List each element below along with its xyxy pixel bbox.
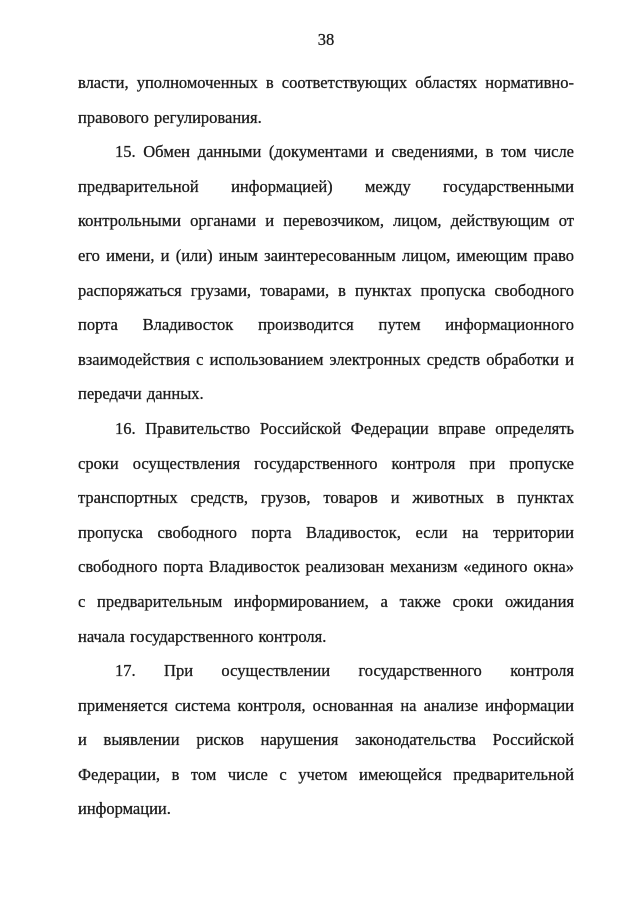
paragraph: 17. При осуществлении государственного контроля применяется система контроля, основанная на анализе информации и выявлении рисков нарушения законодательства Российской Федерации, в том числе с учетом имеющейся предварительной информации.: [78, 661, 574, 819]
document-body: [78, 66, 574, 827]
paragraph: власти, уполномоченных в соответствующих областях нормативно-правового регулирования.: [78, 73, 574, 127]
page-number: 38: [317, 30, 335, 49]
paragraph: 15. Обмен данными (документами и сведениями, в том числе предварительной информацией) между государственными контрольными органами и перевозчиком, лицом, действующим от его имени, и (или) иным заинтересованным лицом, имеющим право распоряжаться грузами, товарами, в пунктах пропуска свободного порта Владивосток производится путем информационного взаимодействия с использованием электронных средств обработки и передачи данных.: [78, 142, 574, 404]
paragraph: 16. Правительство Российской Федерации вправе определять сроки осуществления государственного контроля при пропуске транспортных средств, грузов, товаров и животных в пунктах пропуска свободного порта Владивосток, если на территории свободного порта Владивосток реализован механизм «единого окна» с предварительным информированием, а также сроки ожидания начала государственного контроля.: [78, 418, 574, 646]
